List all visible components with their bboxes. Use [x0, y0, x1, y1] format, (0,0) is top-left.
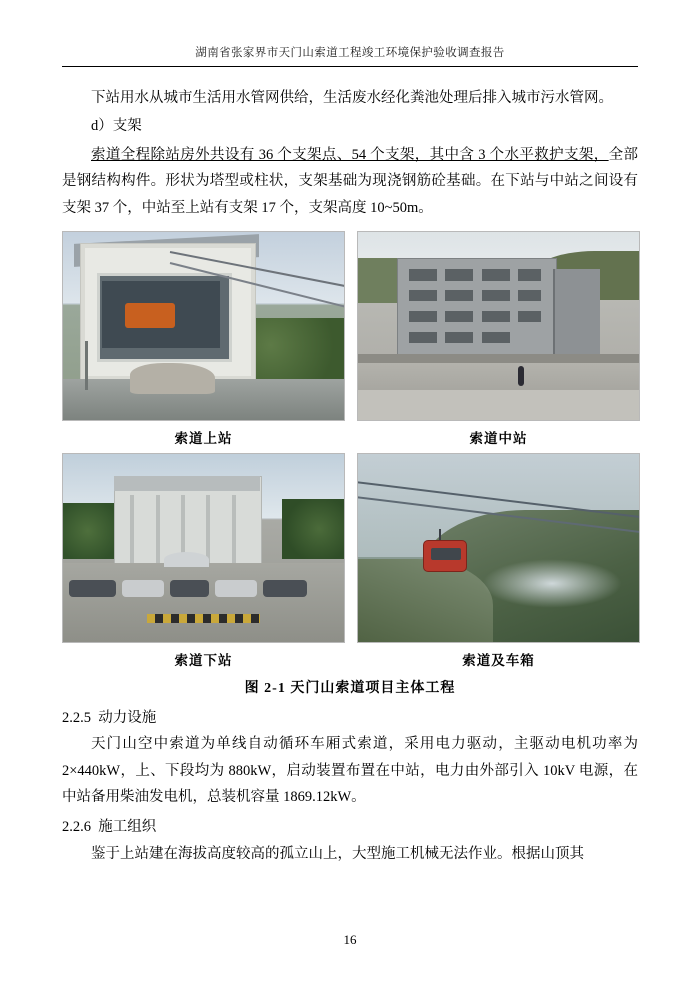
paragraph-support-rest: 全部是钢结构构件。形状为塔型或柱状，支架基础为现浇钢筋砼基础。在下站与中站之间设有支架 37 个，中站至上站有支架 17 个，支架高度 10~50m。: [62, 146, 639, 216]
paragraph-water-supply: 下站用水从城市生活用水管网供给，生活废水经化粪池处理后排入城市污水管网。: [91, 90, 613, 106]
running-header: 湖南省张家界市天门山索道工程竣工环境保护验收调查报告: [195, 47, 505, 59]
section-number-2-2-5: 2.2.5: [62, 709, 91, 726]
figure-cell-ropeway-cabin: [357, 453, 640, 671]
figure-cell-middle-station: [357, 231, 640, 449]
figure-caption-upper-station: 索道上站: [174, 430, 233, 446]
underlined-sentence: 索道全程除站房外共设有 36 个支架点、54 个支架，其中含 3 个水平救护支架，: [91, 146, 609, 163]
section-title-2-2-6: 施工组织: [98, 819, 157, 836]
photo-lower-station: [62, 453, 345, 643]
figure-cell-lower-station: [62, 453, 345, 671]
figure-title: 图 2-1 天门山索道项目主体工程: [244, 680, 456, 696]
section-heading-2-2-6: [62, 814, 638, 840]
section-body-2-2-5: 天门山空中索道为单线自动循环车厢式索道，采用电力驱动，主驱动电机功率为 2×440kW，上、下段均为 880kW，启动装置布置在中站，电力由外部引入 10kV 电源，在中站备用柴油发电机，总装机容量 1869.12kW。: [62, 736, 638, 805]
figure-cell-upper-station: [62, 231, 345, 449]
paragraph-support-structure: [62, 142, 638, 221]
photo-upper-station: [62, 231, 345, 421]
figure-row-top: [62, 231, 638, 449]
header-divider: [62, 66, 638, 67]
figure-group: [62, 231, 638, 671]
photo-ropeway-and-cabin: [357, 453, 640, 643]
page-number: 16: [343, 932, 357, 947]
section-title-2-2-5: 动力设施: [98, 709, 157, 726]
figure-caption-ropeway-cabin: 索道及车箱: [462, 652, 535, 668]
section-heading-2-2-5: [62, 705, 638, 731]
photo-middle-station: [357, 231, 640, 421]
figure-caption-middle-station: 索道中站: [469, 430, 528, 446]
figure-caption-lower-station: 索道下站: [174, 652, 233, 668]
list-item-d-support: d）支架: [91, 118, 142, 135]
section-number-2-2-6: 2.2.6: [62, 819, 91, 836]
figure-row-bottom: [62, 453, 638, 671]
section-body-2-2-6: 鉴于上站建在海拔高度较高的孤立山上，大型施工机械无法作业。根据山顶其: [91, 845, 584, 862]
